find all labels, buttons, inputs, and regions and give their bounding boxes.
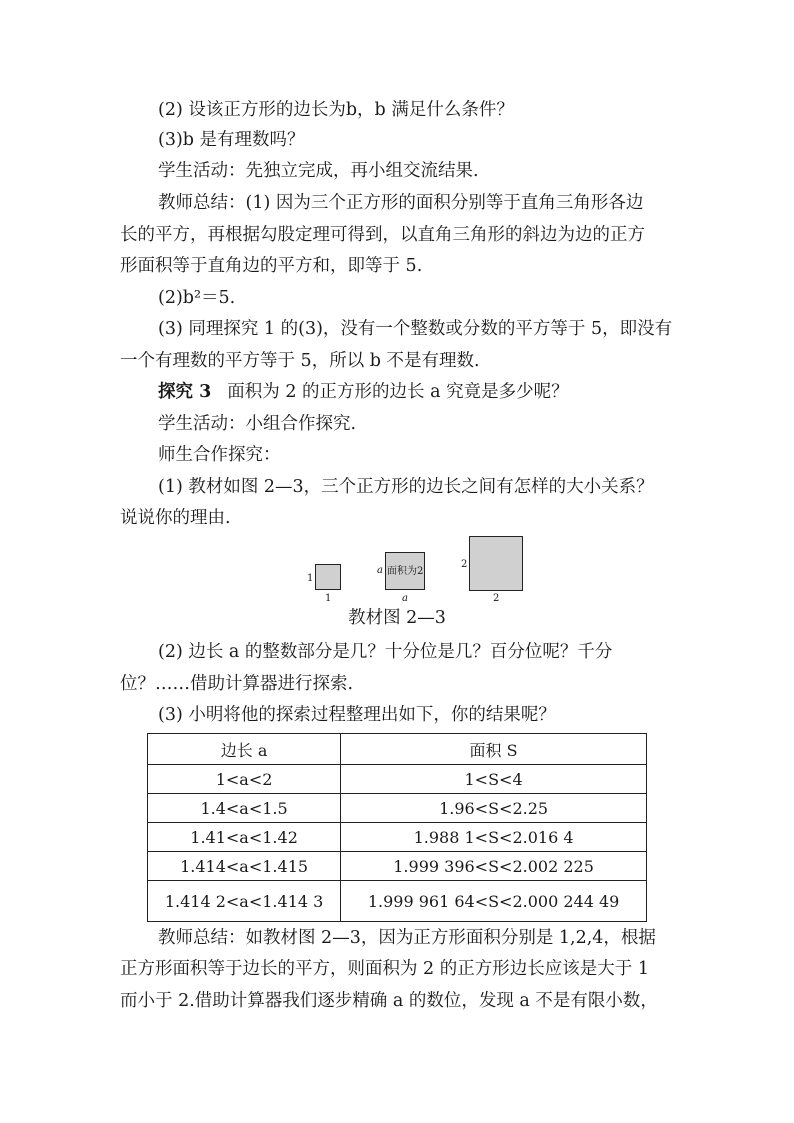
text: (2)b²＝5.	[158, 288, 236, 308]
paragraph	[0, 412, 794, 436]
figure-caption: 教材图 2—3	[348, 608, 446, 628]
paragraph	[0, 640, 794, 664]
square3-side-label: 2	[461, 559, 468, 570]
text: 形面积等于直角边的平方和，即等于 5.	[120, 256, 423, 276]
section-label: 探究 3	[158, 382, 212, 402]
paragraph	[0, 223, 794, 247]
text: 师生合作探究：	[158, 445, 281, 465]
table-cell: 1.999 961 64<S<2.000 244 49	[341, 881, 647, 922]
paragraph	[0, 349, 794, 373]
table-row	[148, 852, 647, 881]
square2-side-label: a	[377, 565, 383, 576]
table-header-side: 边长 a	[148, 734, 341, 765]
paragraph	[0, 506, 794, 530]
table-cell: 1.988 1<S<2.016 4	[341, 823, 647, 852]
paragraph	[0, 254, 794, 278]
paragraph	[0, 191, 794, 215]
text: 面积为 2 的正方形的边长 a 究竟是多少呢？	[227, 382, 569, 402]
paragraph	[0, 926, 794, 950]
table-cell: 1.4<a<1.5	[148, 794, 341, 823]
exploration-table	[147, 733, 647, 922]
text: (1) 教材如图 2—3，三个正方形的边长之间有怎样的大小关系？	[158, 477, 654, 497]
table-cell: 1.999 396<S<2.002 225	[341, 852, 647, 881]
table-cell: 1.414<a<1.415	[148, 852, 341, 881]
table-cell: 1<S<4	[341, 765, 647, 794]
square2-area-label: 面积为2	[387, 566, 424, 577]
text: 说说你的理由.	[120, 508, 231, 528]
paragraph	[0, 957, 794, 981]
text: 教师总结：如教材图 2—3，因为正方形面积分别是 1,2,4，根据	[158, 928, 656, 948]
paragraph	[0, 672, 794, 696]
table-row	[148, 794, 647, 823]
text: 位？……借助计算器进行探索.	[120, 674, 354, 694]
text: (2) 边长 a 的整数部分是几？十分位是几？百分位呢？千分	[158, 642, 613, 662]
text: 学生活动：小组合作探究.	[158, 414, 357, 434]
table-cell: 1.96<S<2.25	[341, 794, 647, 823]
text: 而小于 2.借助计算器我们逐步精确 a 的数位，发现 a 不是有限小数，	[120, 991, 658, 1011]
paragraph	[0, 443, 794, 467]
square1-side-label: 1	[307, 573, 314, 584]
paragraph	[0, 317, 794, 341]
table-row	[148, 823, 647, 852]
text: (3) 小明将他的探索过程整理出如下，你的结果呢？	[158, 705, 556, 725]
table-header-area: 面积 S	[341, 734, 647, 765]
paragraph	[0, 989, 794, 1013]
text: 长的平方，再根据勾股定理可得到，以直角三角形的斜边为边的正方	[120, 225, 645, 245]
table-cell: 1<a<2	[148, 765, 341, 794]
square1-bottom-label: 1	[325, 593, 332, 604]
paragraph	[0, 380, 794, 404]
square-3	[469, 536, 523, 591]
paragraph	[0, 475, 794, 499]
square2-bottom-label: a	[402, 593, 408, 604]
table-row	[148, 881, 647, 922]
square-1	[315, 564, 341, 590]
table-cell: 1.41<a<1.42	[148, 823, 341, 852]
square3-bottom-label: 2	[493, 593, 500, 604]
figure-squares	[305, 532, 527, 604]
paragraph	[0, 703, 794, 727]
square-2	[385, 552, 425, 590]
paragraph	[0, 159, 794, 183]
table-header-row	[148, 734, 647, 765]
text: 学生活动：先独立完成，再小组交流结果.	[158, 161, 479, 181]
table-row	[148, 765, 647, 794]
text: (2) 设该正方形的边长为b，b 满足什么条件？	[158, 100, 514, 120]
table-cell: 1.414 2<a<1.414 3	[148, 881, 341, 922]
paragraph	[0, 286, 794, 310]
text: 一个有理数的平方等于 5，所以 b 不是有理数.	[120, 351, 480, 371]
text: 正方形面积等于边长的平方，则面积为 2 的正方形边长应该是大于 1	[120, 959, 649, 979]
text: (3)b 是有理数吗？	[158, 130, 305, 150]
text: (3) 同理探究 1 的(3)，没有一个整数或分数的平方等于 5，即没有	[158, 319, 673, 339]
text: 教师总结：(1) 因为三个正方形的面积分别等于直角三角形各边	[158, 193, 644, 213]
paragraph	[0, 128, 794, 152]
paragraph	[0, 98, 794, 122]
